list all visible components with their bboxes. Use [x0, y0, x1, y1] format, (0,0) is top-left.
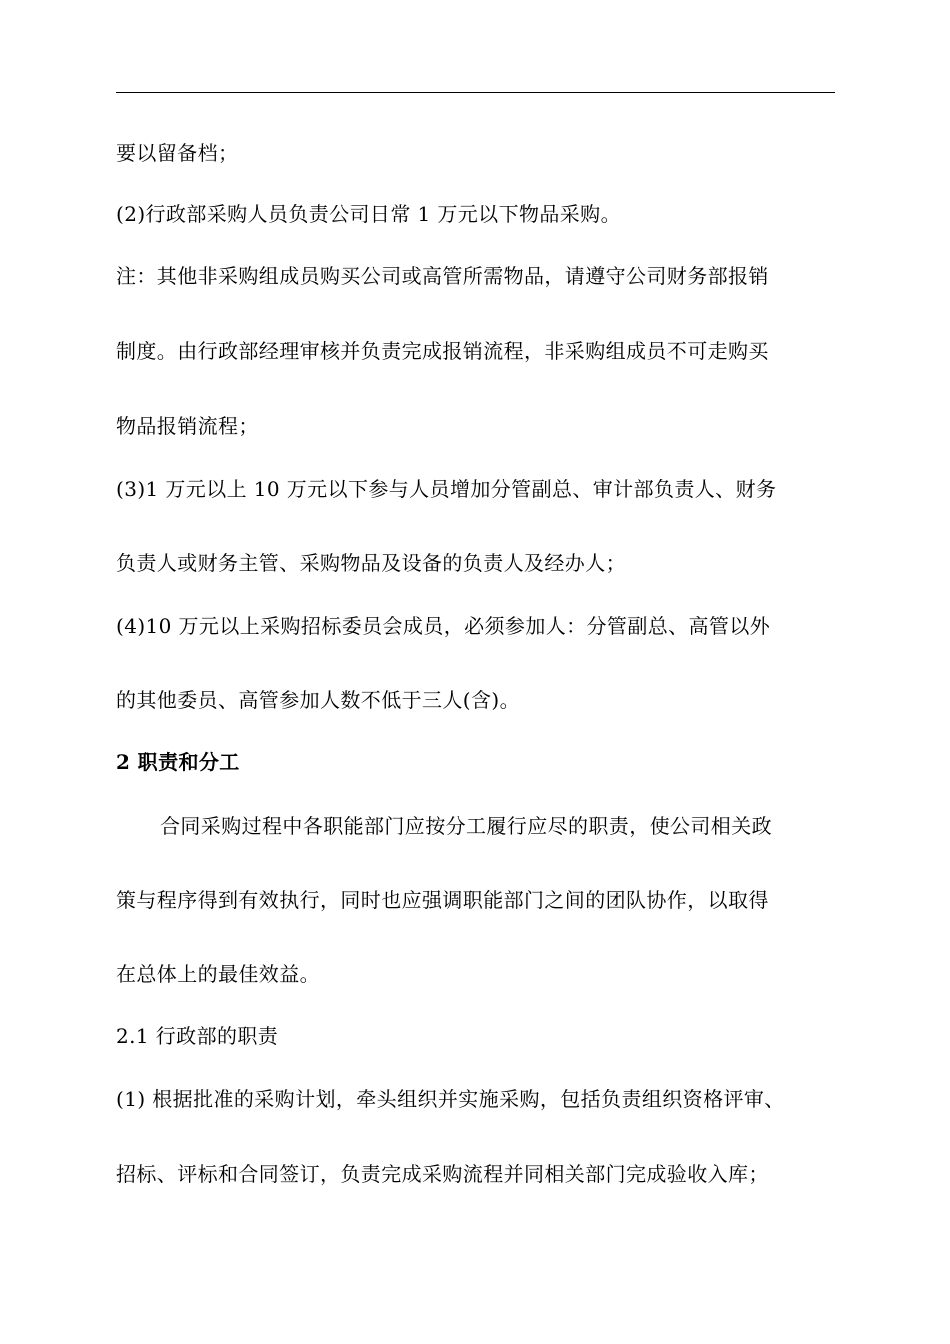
- header-rule: [116, 92, 835, 93]
- paragraph-line: 在总体上的最佳效益。: [116, 962, 320, 986]
- paragraph-line: 合同采购过程中各职能部门应按分工履行应尽的职责，使公司相关政: [160, 814, 772, 838]
- paragraph-line: 策与程序得到有效执行，同时也应强调职能部门之间的团队协作，以取得: [116, 888, 769, 912]
- text-line: 注：其他非采购组成员购买公司或高管所需物品，请遵守公司财务部报销: [116, 264, 769, 288]
- text-line: 招标、评标和合同签订，负责完成采购流程并同相关部门完成验收入库；: [116, 1162, 769, 1186]
- text-line: 物品报销流程；: [116, 414, 259, 438]
- text-line: (1) 根据批准的采购计划，牵头组织并实施采购，包括负责组织资格评审、: [116, 1087, 785, 1111]
- text-line: (2)行政部采购人员负责公司日常 1 万元以下物品采购。: [116, 202, 621, 226]
- text-line: (4)10 万元以上采购招标委员会成员，必须参加人：分管副总、高管以外: [116, 614, 771, 638]
- subsection-heading: 2.1 行政部的职责: [116, 1024, 279, 1048]
- text-line: (3)1 万元以上 10 万元以下参与人员增加分管副总、审计部负责人、财务: [116, 477, 777, 501]
- section-heading: 2 职责和分工: [116, 750, 240, 774]
- text-line: 制度。由行政部经理审核并负责完成报销流程，非采购组成员不可走购买: [116, 339, 769, 363]
- text-line: 要以留备档；: [116, 141, 239, 165]
- text-line: 负责人或财务主管、采购物品及设备的负责人及经办人；: [116, 551, 626, 575]
- text-line: 的其他委员、高管参加人数不低于三人(含)。: [116, 688, 521, 712]
